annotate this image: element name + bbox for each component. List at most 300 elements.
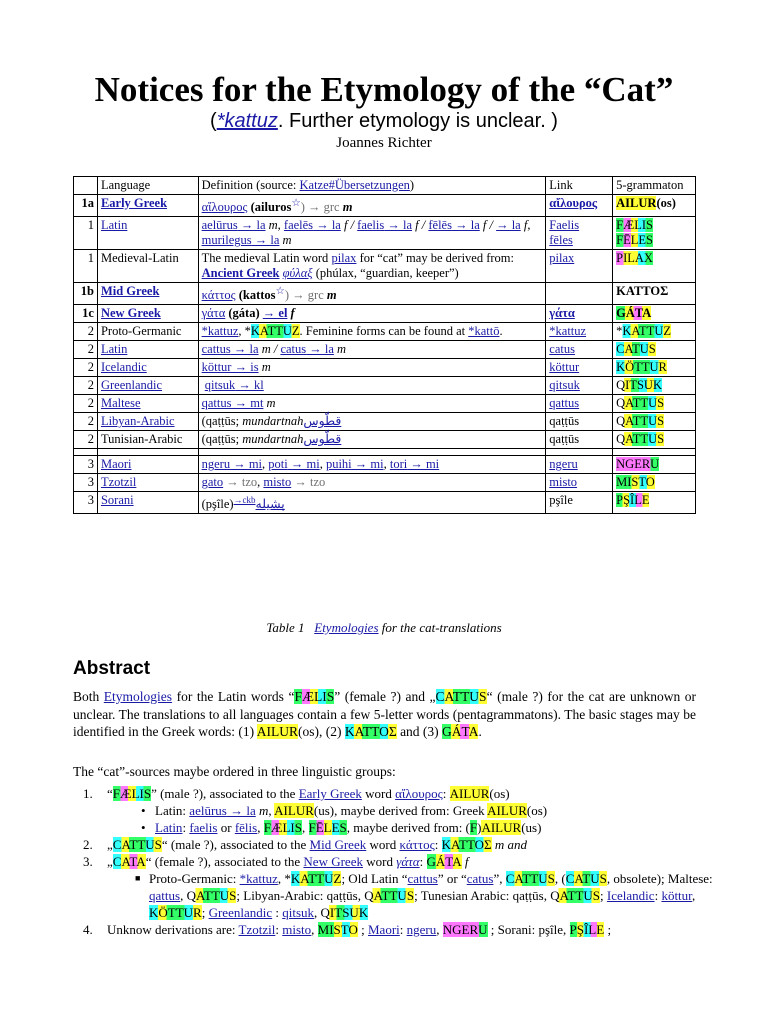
word-link[interactable]: tori (389, 457, 408, 472)
pentagrammaton-highlight: AILUR (256, 724, 298, 739)
row-link (546, 195, 613, 217)
language-link[interactable]: Sorani (100, 493, 134, 508)
def-text: (pşîle) (201, 497, 234, 512)
wiktionary-link[interactable]: qitsuk (549, 378, 580, 393)
table-row (74, 341, 696, 359)
gender: f / (340, 218, 358, 233)
row-pentagrammaton (613, 195, 696, 217)
word-link[interactable]: gato (201, 475, 224, 490)
table-row (74, 195, 696, 217)
text: and (3) (396, 724, 443, 739)
bullet-icon: • (141, 803, 146, 818)
word-link[interactable]: φύλαξ (282, 266, 313, 281)
row-language: Tunisian-Arabic (97, 431, 198, 449)
text: (us) (521, 820, 542, 835)
text: ; Libyan-Arabic: qaṭṭūs, (236, 888, 365, 903)
lang-link[interactable]: → la (230, 342, 259, 357)
row-definition (198, 456, 546, 474)
row-link: qaṭṭūs (546, 413, 613, 431)
table-row (74, 217, 696, 250)
row-language (97, 377, 198, 395)
word-link[interactable]: puihi (325, 457, 352, 472)
word-link[interactable]: catus (280, 342, 307, 357)
text: : (182, 820, 190, 835)
row-pentagrammaton (613, 431, 696, 449)
spacer-cell (97, 449, 198, 456)
text: ; Tunesian Arabic: qaṭṭūs, (414, 888, 551, 903)
groups-intro: The “cat”-sources maybe ordered in three linguistic groups: (73, 764, 396, 779)
row-definition (198, 395, 546, 413)
word-link[interactable]: qattus (149, 888, 181, 903)
separator: , (383, 457, 390, 472)
row-pentagrammaton (613, 492, 696, 514)
text: Unknow derivations are: (107, 922, 239, 937)
row-language (97, 195, 198, 217)
row-link (546, 359, 613, 377)
pentagrammaton-highlight: QATTUS (616, 396, 665, 411)
word-link[interactable]: αἴλουρος (395, 786, 443, 801)
language-link[interactable]: Maori (100, 457, 132, 472)
square-bullet-icon: ■ (135, 873, 141, 883)
row-pentagrammaton: KATTOΣ (613, 283, 696, 305)
row-language (97, 474, 198, 492)
row-language (97, 305, 198, 323)
word-link[interactable]: catus (466, 871, 494, 886)
row-link: pşîle (546, 492, 613, 514)
pentagrammaton-highlight: FÆLIS (616, 218, 653, 233)
text: , (268, 803, 275, 818)
wiktionary-link[interactable]: fēles (549, 233, 573, 248)
word-link[interactable]: köttur (201, 360, 232, 375)
table-spacer-row (74, 449, 696, 456)
lang-link[interactable]: → la (496, 218, 521, 233)
word-link[interactable]: γάτα (201, 306, 226, 321)
etymologies-link[interactable]: Etymologies (103, 689, 173, 704)
gender: m, (265, 218, 284, 233)
wiktionary-link[interactable]: Faelis (549, 218, 580, 233)
lang-link[interactable]: → la (306, 342, 334, 357)
def-text: . (499, 324, 503, 339)
word-link[interactable]: aelūrus (201, 218, 238, 233)
text: ” (female ?) and „ (334, 689, 436, 704)
gender: m (258, 360, 271, 375)
row-definition (198, 323, 546, 341)
row-language: Proto-Germanic (97, 323, 198, 341)
row-link (546, 323, 613, 341)
language-link[interactable]: Mid Greek (309, 837, 367, 852)
text: for the Latin words “ (172, 689, 295, 704)
text: word (361, 786, 396, 801)
word-link[interactable]: *kattuz (239, 871, 278, 886)
language-link[interactable]: Greenlandic (100, 378, 163, 393)
pentagrammaton-highlight: NGERU (616, 457, 660, 472)
word-link[interactable]: cattus (201, 342, 231, 357)
lang-link[interactable]: →ckb (233, 495, 256, 506)
pentagrammaton-highlight: AILUR (274, 803, 314, 818)
spacer-cell (546, 449, 613, 456)
language-link[interactable]: Ancient Greek (201, 266, 280, 281)
pentagrammaton-highlight: QATTUS (616, 432, 665, 447)
word-link[interactable]: qitsuk (282, 905, 315, 920)
row-language (97, 341, 198, 359)
word-link[interactable]: faelis (357, 218, 385, 233)
transliteration: (ailuros (247, 200, 292, 215)
header-link: Link (546, 177, 613, 195)
language-link[interactable]: Greenlandic (208, 905, 273, 920)
word-link[interactable]: *kattuz (201, 324, 239, 339)
row-pentagrammaton (613, 413, 696, 431)
row-definition (198, 359, 546, 377)
pentagrammaton-highlight: GÁTA (442, 724, 479, 739)
lang-code: → tzo (223, 475, 258, 490)
language-link[interactable]: Early Greek (100, 196, 168, 210)
groups-list (73, 785, 730, 938)
wiktionary-link[interactable]: αἴλουρος (549, 196, 598, 210)
lang-link[interactable]: → la (384, 218, 413, 233)
text: : (442, 786, 450, 801)
def-italic: mundartnah (242, 432, 304, 447)
wiktionary-link[interactable]: catus (549, 342, 575, 357)
wiktionary-link[interactable]: pilax (549, 251, 575, 266)
pentagrammaton-highlight: CATTUS (112, 837, 162, 852)
text: ” (male ?), associated to the (151, 786, 299, 801)
text: “ (107, 786, 113, 801)
pentagrammaton-highlight: PŞÎLE (616, 493, 650, 508)
pentagrammaton-highlight: GÁTA (616, 306, 652, 321)
lang-link[interactable]: → la (226, 803, 256, 818)
pentagrammaton-highlight: CATUS (616, 342, 656, 357)
text: word (362, 854, 397, 869)
pentagrammaton-highlight: FĒLES (308, 820, 347, 835)
row-num: 1b (74, 283, 98, 305)
pentagrammaton-highlight: KÖTTUR (149, 905, 202, 920)
language-link[interactable]: New Greek (100, 306, 161, 321)
etymology-table (73, 176, 696, 514)
header-num (74, 177, 98, 195)
word-link[interactable]: *kattō (468, 324, 500, 339)
lang-link[interactable]: → mt (231, 396, 264, 411)
list-number: 3. (83, 854, 93, 869)
lang-link[interactable]: → kl (235, 378, 264, 393)
pentagrammaton-highlight: F (469, 820, 478, 835)
word-link[interactable]: misto (263, 475, 292, 490)
list-item (83, 853, 730, 921)
gender: m (342, 200, 353, 215)
word-link[interactable]: köttur (661, 888, 692, 903)
wiktionary-link[interactable]: köttur (549, 360, 580, 375)
row-pentagrammaton (613, 474, 696, 492)
header-def-suffix: ) (409, 178, 415, 192)
gender: m (279, 233, 292, 248)
word-link[interactable]: fēlēs (428, 218, 452, 233)
def-text: (qaṭṭūs; (201, 414, 243, 429)
row-language: Medieval-Latin (97, 250, 198, 283)
text: or (217, 820, 235, 835)
row-language (97, 283, 198, 305)
list-item (135, 870, 730, 921)
word-link[interactable]: γάτα (396, 854, 420, 869)
wiktionary-link[interactable]: ngeru (549, 457, 578, 472)
separator: , (262, 457, 269, 472)
language-link[interactable]: Latin (100, 218, 128, 233)
row-num: 1a (74, 195, 98, 217)
text: , (436, 922, 443, 937)
lang-link[interactable]: → la (237, 218, 266, 233)
word-link[interactable]: poti (268, 457, 288, 472)
row-language (97, 217, 198, 250)
pentagrammaton-highlight: GÁTA (426, 854, 462, 869)
sub-list (107, 870, 730, 921)
text: ; (604, 922, 612, 937)
table-row (74, 283, 696, 305)
row-num: 1 (74, 250, 98, 283)
gender: m / (258, 342, 281, 357)
wiktionary-link[interactable]: *kattuz (549, 324, 587, 339)
text: „ (107, 854, 113, 869)
text: (os) (526, 803, 548, 818)
text: : (654, 888, 662, 903)
text: , * (277, 871, 291, 886)
pentagrammaton-highlight: AILUR (449, 786, 490, 801)
language-link[interactable]: New Greek (303, 854, 363, 869)
table-row (74, 359, 696, 377)
pentagrammaton-highlight: FĒLES (616, 233, 653, 248)
caption-label: Table 1 (266, 620, 308, 635)
text: : (419, 854, 427, 869)
lang-link[interactable]: → mi (230, 457, 263, 472)
word-link[interactable]: aelūrus (189, 803, 227, 818)
list-number: 4. (83, 922, 93, 937)
spacer-cell (74, 449, 98, 456)
table-row (74, 305, 696, 323)
lang-link[interactable]: → mi (407, 457, 440, 472)
language-link[interactable]: Tzotzil (238, 922, 276, 937)
pentagrammaton-highlight: MISTO (616, 475, 655, 490)
pentagrammaton-highlight: QATTUS (364, 888, 415, 903)
table-row (74, 431, 696, 449)
word-link[interactable]: κάττος (399, 837, 435, 852)
row-link (546, 456, 613, 474)
row-definition (198, 305, 546, 323)
row-link (546, 377, 613, 395)
def-text: (phúlax, “guardian, keeper”) (312, 266, 459, 281)
word-link[interactable]: murilegus (201, 233, 252, 248)
row-num: 2 (74, 341, 98, 359)
lang-link[interactable]: → la (451, 218, 480, 233)
row-num: 3 (74, 474, 98, 492)
wiktionary-link[interactable]: misto (549, 475, 578, 490)
word-link[interactable]: پشیله (255, 497, 285, 512)
word-link[interactable]: fēlis (234, 820, 258, 835)
row-pentagrammaton (613, 395, 696, 413)
list-item (83, 836, 730, 853)
text: : (399, 922, 407, 937)
row-definition (198, 377, 546, 395)
wiktionary-link[interactable]: qattus (549, 396, 580, 411)
pentagrammaton-highlight: QATTUS (186, 888, 237, 903)
lang-link[interactable]: → la (313, 218, 341, 233)
table-caption (0, 620, 768, 636)
subtitle-open: ( (210, 110, 217, 132)
pentagrammaton-highlight: FÆLIS (112, 786, 152, 801)
row-num: 1c (74, 305, 98, 323)
language-link[interactable]: Tzotzil (100, 475, 137, 490)
row-pentagrammaton (613, 217, 696, 250)
text: , (180, 888, 187, 903)
def-text: , * (238, 324, 251, 339)
gender: f, (520, 218, 531, 233)
table-row (74, 377, 696, 395)
word-link[interactable]: قطّوس (303, 414, 342, 429)
text: ” or “ (437, 871, 467, 886)
row-num: 2 (74, 395, 98, 413)
row-link (546, 341, 613, 359)
row-definition (198, 283, 546, 305)
text: ; Old Latin “ (341, 871, 408, 886)
gender: f (287, 306, 295, 321)
text: Proto-Germanic: (149, 871, 240, 886)
pentagrammaton-highlight: QITSUK (616, 378, 662, 393)
language-link[interactable]: Libyan-Arabic (100, 414, 175, 429)
word-link[interactable]: misto (282, 922, 312, 937)
text: , (311, 922, 318, 937)
author-name: Joannes Richter (336, 135, 432, 151)
pentagrammaton-highlight: AILUR (487, 803, 527, 818)
gender: m (255, 803, 269, 818)
row-num: 2 (74, 377, 98, 395)
pentagrammaton-highlight: CATTUS (435, 689, 487, 704)
language-link[interactable]: Latin (155, 820, 183, 835)
separator: , (257, 475, 264, 490)
lang-link[interactable]: → mi (351, 457, 384, 472)
language-link[interactable]: Icelandic (606, 888, 655, 903)
text: “ (male ?) for the cat are unknown or unclear. The translations to all languages contain a few 5-letter words (pentagrammatons). The basic stages may be identified in the Greek words: (1) (73, 689, 697, 739)
table-header-row (74, 177, 696, 195)
row-link (546, 217, 613, 250)
pentagrammaton-highlight: KATTOΣ (441, 837, 492, 852)
lang-code: ) → grc (300, 200, 343, 215)
row-pentagrammaton (613, 456, 696, 474)
row-link (546, 395, 613, 413)
language-link[interactable]: Mid Greek (100, 284, 160, 299)
pentagrammaton-highlight: NGERU (442, 922, 488, 937)
list-item (83, 921, 730, 938)
text: ) (477, 820, 482, 835)
text: Latin: (155, 803, 190, 818)
word-link[interactable]: faelis (189, 820, 218, 835)
word-link[interactable]: ngeru (201, 457, 231, 472)
word-link[interactable]: ngeru (406, 922, 437, 937)
lang-code: → tzo (291, 475, 326, 490)
row-pentagrammaton (613, 341, 696, 359)
word-link[interactable]: κάττος (201, 288, 236, 303)
def-italic: mundartnah (242, 414, 304, 429)
etymologies-link[interactable]: Etymologies (314, 620, 379, 635)
star-icon: ☆ (275, 286, 285, 298)
pentagrammaton-highlight: MISTO (317, 922, 358, 937)
kattuz-link[interactable]: *kattuz (216, 110, 278, 132)
table-row (74, 395, 696, 413)
word-link[interactable]: faelēs (283, 218, 314, 233)
word-link[interactable]: cattus (407, 871, 438, 886)
row-definition (198, 492, 546, 514)
pentagrammaton-highlight: KATTUZ (250, 324, 300, 339)
text: , (302, 820, 309, 835)
pentagrammaton-highlight: KATTOΣ (344, 724, 397, 739)
word-link[interactable]: qattus (201, 396, 232, 411)
transliteration: (gáta) (225, 306, 263, 321)
word-link[interactable]: αἴλουρος (201, 200, 248, 215)
pentagrammaton-highlight: PŞÎLE (569, 922, 605, 937)
row-pentagrammaton (613, 305, 696, 323)
text: ; Sorani: pşîle, (487, 922, 570, 937)
katze-link[interactable]: Katze#Übersetzungen (299, 178, 410, 192)
list-item (141, 802, 730, 819)
row-num: 2 (74, 431, 98, 449)
language-link[interactable]: Latin (100, 342, 128, 357)
lang-link[interactable]: → el (262, 306, 288, 321)
row-num: 2 (74, 413, 98, 431)
table-row (74, 250, 696, 283)
row-definition (198, 195, 546, 217)
row-num: 2 (74, 359, 98, 377)
text: ”, (493, 871, 506, 886)
pentagrammaton-highlight: KÖTTUR (616, 360, 667, 375)
language-link[interactable]: Maltese (100, 396, 141, 411)
gender: m (326, 288, 337, 303)
row-language (97, 413, 198, 431)
header-language: Language (97, 177, 198, 195)
word-link[interactable]: قطّوس (303, 432, 342, 447)
pentagrammaton-highlight: FÆLIS (263, 820, 302, 835)
pentagrammaton-highlight: QITSUK (320, 905, 369, 920)
text: : (272, 905, 283, 920)
language-link[interactable]: Maori (368, 922, 400, 937)
row-definition (198, 474, 546, 492)
row-link (546, 305, 613, 323)
caption-text: for the cat-translations (378, 620, 502, 635)
lang-link[interactable]: → mi (287, 457, 320, 472)
text: „ (107, 837, 113, 852)
row-definition (198, 413, 546, 431)
text: (os), (2) (297, 724, 345, 739)
bullet-icon: • (141, 820, 146, 835)
pentagrammaton-highlight: *KATTUZ (616, 324, 671, 339)
wiktionary-link[interactable]: γάτα (549, 306, 575, 321)
separator: , (319, 457, 326, 472)
row-pentagrammaton (613, 323, 696, 341)
word-link[interactable]: pilax (331, 251, 357, 266)
language-link[interactable]: Icelandic (100, 360, 147, 375)
list-item (141, 819, 730, 836)
row-language (97, 395, 198, 413)
list-item (83, 785, 730, 836)
language-link[interactable]: Early Greek (298, 786, 362, 801)
text: : (434, 837, 442, 852)
row-pentagrammaton (613, 250, 696, 283)
lang-link[interactable]: → is (231, 360, 259, 375)
lang-link[interactable]: → la (251, 233, 280, 248)
text: ; (600, 888, 607, 903)
pentagrammaton-highlight: CATTUS (505, 871, 555, 886)
list-number: 1. (83, 786, 93, 801)
transliteration: (kattos (235, 288, 276, 303)
text: . (478, 724, 482, 739)
row-definition (198, 250, 546, 283)
word-link[interactable]: qitsuk (204, 378, 236, 393)
spacer-cell (613, 449, 696, 456)
pentagrammaton-highlight: QATTUS (550, 888, 601, 903)
